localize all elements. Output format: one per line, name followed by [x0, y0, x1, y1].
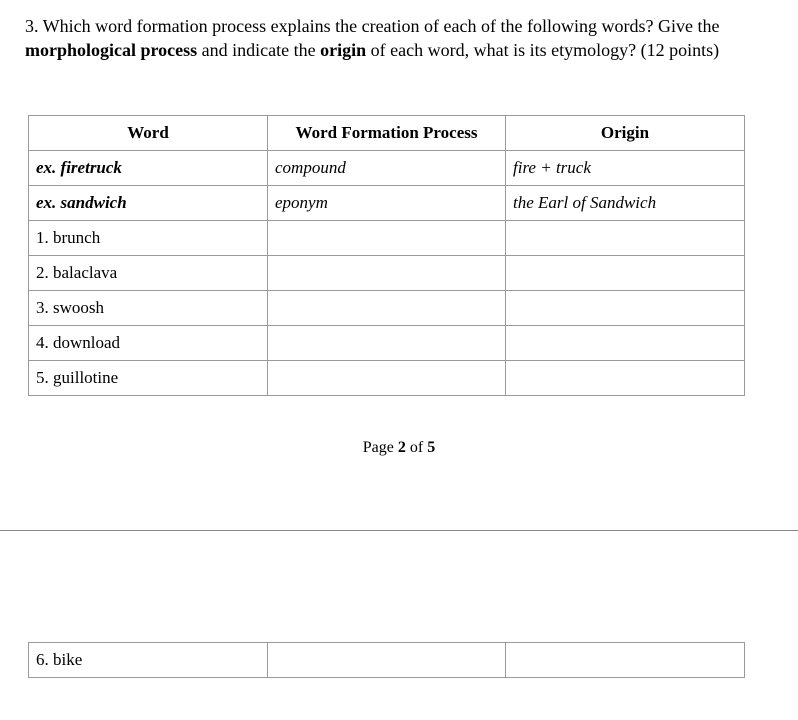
example-process-cell: compound: [268, 151, 506, 186]
page-label: Page: [362, 439, 398, 456]
table-header-row: [29, 116, 745, 151]
process-cell: [268, 326, 506, 361]
word-formation-table: [28, 115, 745, 396]
page-break-divider: [0, 530, 798, 531]
origin-cell: [506, 221, 745, 256]
word-cell: 3. swoosh: [29, 291, 268, 326]
question-bold-process: morphological process: [25, 40, 198, 60]
question-bold-origin: origin: [320, 40, 367, 60]
example-origin-cell: fire + truck: [506, 151, 745, 186]
origin-cell: [506, 361, 745, 396]
word-cell: 6. bike: [29, 643, 268, 678]
process-cell: [268, 361, 506, 396]
page-current: 2: [397, 439, 406, 456]
example-row: [29, 186, 745, 221]
process-cell: [268, 221, 506, 256]
process-cell: [268, 291, 506, 326]
page-number: [0, 439, 798, 457]
example-process-cell: eponym: [268, 186, 506, 221]
page-total: 5: [427, 439, 436, 456]
example-origin-cell: the Earl of Sandwich: [506, 186, 745, 221]
origin-cell: [506, 256, 745, 291]
word-cell: 2. balaclava: [29, 256, 268, 291]
table-row: [29, 291, 745, 326]
table-row: [29, 361, 745, 396]
origin-cell: [506, 643, 745, 678]
question-part-1: 3. Which word formation process explains the creation of each of the following words? Give the: [25, 16, 720, 36]
word-cell: 5. guillotine: [29, 361, 268, 396]
word-cell: 4. download: [29, 326, 268, 361]
word-formation-table-continued: [28, 642, 745, 678]
question-text: [25, 14, 785, 62]
table-row: [29, 221, 745, 256]
process-cell: [268, 256, 506, 291]
word-cell: 1. brunch: [29, 221, 268, 256]
question-part-2: and indicate the: [197, 40, 321, 60]
origin-cell: [506, 326, 745, 361]
table-row: [29, 643, 745, 678]
page-of: of: [405, 439, 428, 456]
process-cell: [268, 643, 506, 678]
header-word: Word: [29, 116, 268, 151]
example-row: [29, 151, 745, 186]
origin-cell: [506, 291, 745, 326]
example-word-cell: ex. firetruck: [29, 151, 268, 186]
example-word-cell: ex. sandwich: [29, 186, 268, 221]
header-process: Word Formation Process: [268, 116, 506, 151]
table-row: [29, 256, 745, 291]
question-part-3: of each word, what is its etymology? (12 points): [366, 40, 720, 60]
header-origin: Origin: [506, 116, 745, 151]
table-row: [29, 326, 745, 361]
